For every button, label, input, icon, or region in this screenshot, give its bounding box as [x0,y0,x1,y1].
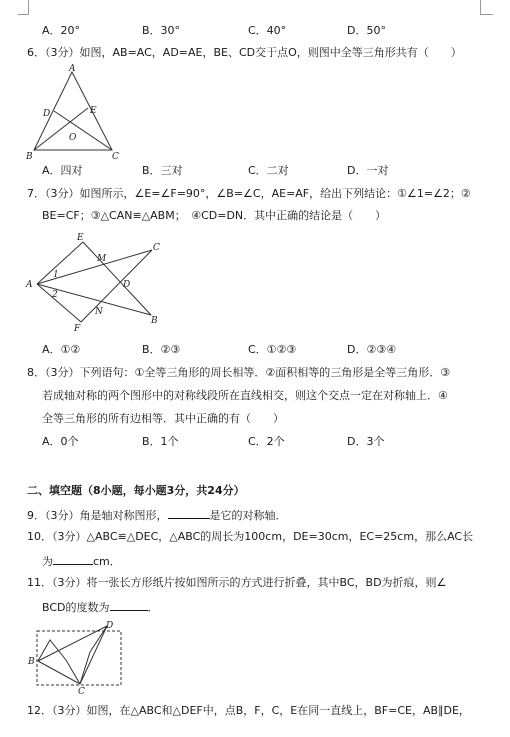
q8-stem-line2: 若成轴对称的两个图形中的对称线段所在直线相交，则这个交点一定在对称轴上．④ [42,389,448,402]
q11-label-c: C [78,687,85,697]
q6-label-c: C [112,152,119,162]
q8-stem-line3: 全等三角形的所有边相等．其中正确的有（ ） [42,412,284,425]
q7-label-angle-1: 1 [53,270,59,280]
q6-label-e: E [90,106,97,116]
q11-label-d: D [106,621,114,631]
q11-answer-blank[interactable] [110,599,148,611]
q5-option-d: D．50° [347,24,386,37]
q11-text-before-blank: BCD的度数为 [42,601,110,614]
q8-option-c: C．2个 [248,435,285,448]
q10-answer-blank[interactable] [53,553,93,565]
q7-stem-line1: 7．（3分）如图所示，∠E=∠F=90°，∠B=∠C，AE=AF，给出下列结论：①∠1=∠2；② [27,187,471,200]
q12-stem-line1: 12．（3分）如图，在△ABC和△DEF中，点B，F，C，E在同一直线上，BF=CE，AB∥DE， [27,704,470,717]
q6-label-d: D [43,109,51,119]
q10-stem-line2 [42,553,121,569]
q8-option-d: D．3个 [347,435,385,448]
q7-label-a: A [26,280,33,290]
q11-rectangle-outline [37,631,121,685]
page-corner-mark-left [18,0,29,15]
q6-option-d: D．一对 [347,164,389,177]
q6-label-a: A [69,64,76,74]
q7-label-c: C [153,243,160,253]
q6-option-c: C．二对 [248,164,289,177]
q7-option-b: B．②③ [142,343,181,356]
q5-option-c: C．40° [248,24,287,37]
q9-text-before-blank: 9．（3分）角是轴对称图形， [27,509,168,522]
q10-stem-line1: 10．（3分）△ABC≌△DEC，△ABC的周长为100cm，DE=30cm，EC=25cm，那么AC长 [27,530,474,543]
q9-text-after-blank: 是它的对称轴． [209,509,287,522]
q9-answer-blank[interactable] [168,507,210,519]
q9-stem [27,507,287,523]
q7-label-d: D [123,280,131,290]
q7-label-m: M [97,254,107,264]
q7-label-angle-2: 2 [52,290,58,300]
q7-option-d: D．②③④ [347,343,397,356]
q7-label-f: F [74,324,81,334]
q11-folded-flap-left [38,640,80,684]
q10-text-before-blank: 为 [42,555,53,568]
q6-figure-triangle [26,64,132,164]
q7-label-e: E [77,233,84,243]
q8-option-b: B．1个 [142,435,179,448]
q8-stem-line1: 8．（3分）下列语句：①全等三角形的周长相等．②面积相等的三角形是全等三角形．③ [27,366,451,379]
q6-label-o: O [69,133,77,143]
q5-option-b: B．30° [142,24,181,37]
q6-option-b: B．三对 [142,164,183,177]
q6-option-a: A．四对 [42,164,83,177]
q7-stem-line2: BE=CF；③△CAN≌△ABM； ④CD=DN．其中正确的结论是（ ） [42,209,387,222]
q7-option-a: A．①② [42,343,81,356]
q6-label-b: B [26,152,33,162]
section-heading-fill-in: 二、填空题（8小题，每小题3分，共24分） [27,484,245,497]
q7-label-n: N [95,307,103,317]
q7-label-b: B [151,316,158,326]
page-corner-mark-right [480,0,493,15]
q6-segment-cd [54,111,112,150]
q6-stem: 6．（3分）如图，AB=AC，AD=AE，BE、CD交于点O，则图中全等三角形共有（ ） [27,46,462,59]
q5-option-a: A．20° [42,24,81,37]
q8-option-a: A．0个 [42,435,79,448]
q11-label-b: B [28,657,35,667]
q10-text-after-blank: cm． [93,555,121,568]
q11-stem-line1: 11．（3分）将一张长方形纸片按如图所示的方式进行折叠，其中BC，BD为折痕，则∠ [27,576,447,589]
q11-segment-cd [80,626,107,684]
q11-text-after-blank: ． [147,601,159,614]
q11-figure-folded-rectangle [28,620,128,698]
q7-figure [25,232,175,332]
q11-stem-line2 [42,599,159,615]
q7-option-c: C．①②③ [248,343,297,356]
